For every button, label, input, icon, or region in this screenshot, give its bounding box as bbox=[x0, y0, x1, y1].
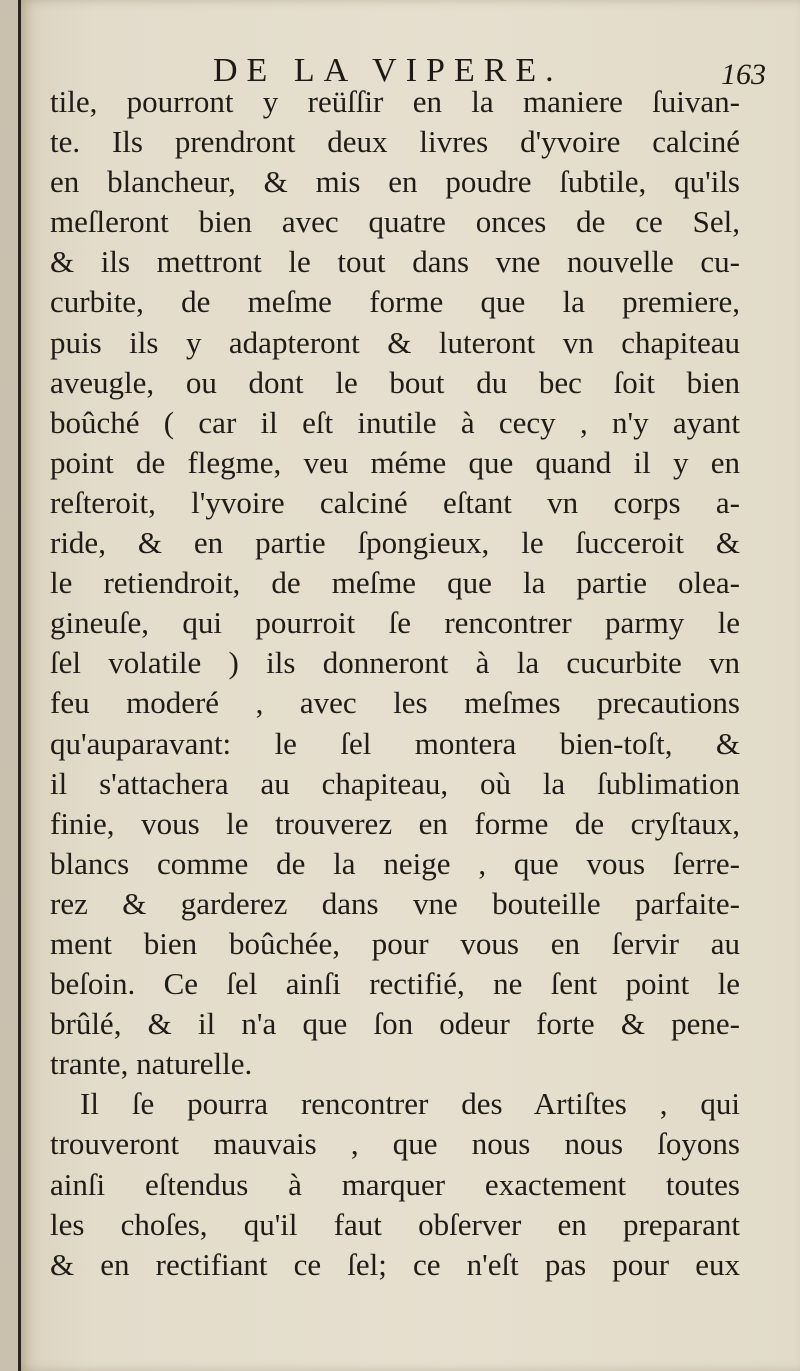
text-line: feu moderé , avec les meſmes precautions bbox=[50, 685, 740, 721]
text-line: il s'attachera au chapiteau, où la ſublimation bbox=[50, 765, 740, 801]
running-title: DE LA VIPERE. bbox=[213, 52, 563, 89]
text-line: rez & garderez dans vne bouteille parfaite- bbox=[50, 885, 740, 921]
text-line: le retiendroit, de meſme que la partie olea- bbox=[50, 565, 740, 601]
text-line: point de flegme, veu méme que quand il y en bbox=[50, 444, 740, 480]
body-text bbox=[50, 82, 740, 1285]
text-line: puis ils y adapteront & luteront vn chapiteau bbox=[50, 324, 740, 360]
text-line: & ils mettront le tout dans vne nouvelle cu- bbox=[50, 244, 740, 280]
text-line: les choſes, qu'il faut obſerver en preparant bbox=[50, 1206, 740, 1242]
text-line: en blancheur, & mis en poudre ſubtile, qu'ils bbox=[50, 164, 740, 200]
text-line: trouveront mauvais , que nous nous ſoyons bbox=[50, 1126, 740, 1162]
text-line: brûlé, & il n'a que ſon odeur forte & pene- bbox=[50, 1006, 740, 1042]
text-line: ride, & en partie ſpongieux, le ſucceroit & bbox=[50, 525, 740, 561]
text-line: aveugle, ou dont le bout du bec ſoit bien bbox=[50, 364, 740, 400]
page-number: 163 bbox=[721, 58, 766, 91]
paragraph-end-line: trante, naturelle. bbox=[50, 1046, 253, 1082]
text-line: reſteroit, l'yvoire calciné eſtant vn corps a- bbox=[50, 484, 740, 520]
text-line: ainſi eſtendus à marquer exactement toutes bbox=[50, 1166, 740, 1202]
text-line: gineuſe, qui pourroit ſe rencontrer parmy le bbox=[50, 605, 740, 641]
paragraph-start-line: Il ſe pourra rencontrer des Artiſtes , qui bbox=[80, 1086, 740, 1122]
text-line: blancs comme de la neige , que vous ſerre- bbox=[50, 845, 740, 881]
text-line: meſleront bien avec quatre onces de ce Sel, bbox=[50, 204, 740, 240]
text-line: tile, pourront y reüſſir en la maniere ſuivan- bbox=[50, 84, 740, 119]
text-line: qu'auparavant: le ſel montera bien-toſt, & bbox=[50, 725, 740, 761]
text-line: finie, vous le trouverez en forme de cryſtaux, bbox=[50, 805, 740, 841]
text-line: beſoin. Ce ſel ainſi rectifié, ne ſent point le bbox=[50, 966, 740, 1002]
text-line: curbite, de meſme forme que la premiere, bbox=[50, 284, 740, 320]
text-line: ſel volatile ) ils donneront à la cucurbite vn bbox=[50, 645, 740, 681]
text-line: boûché ( car il eſt inutile à cecy , n'y ayant bbox=[50, 404, 740, 440]
text-line: & en rectifiant ce ſel; ce n'eſt pas pour eux bbox=[50, 1246, 740, 1282]
text-line: te. Ils prendront deux livres d'yvoire calciné bbox=[50, 124, 740, 160]
book-page bbox=[18, 0, 800, 1371]
text-line: ment bien boûchée, pour vous en ſervir au bbox=[50, 925, 740, 961]
